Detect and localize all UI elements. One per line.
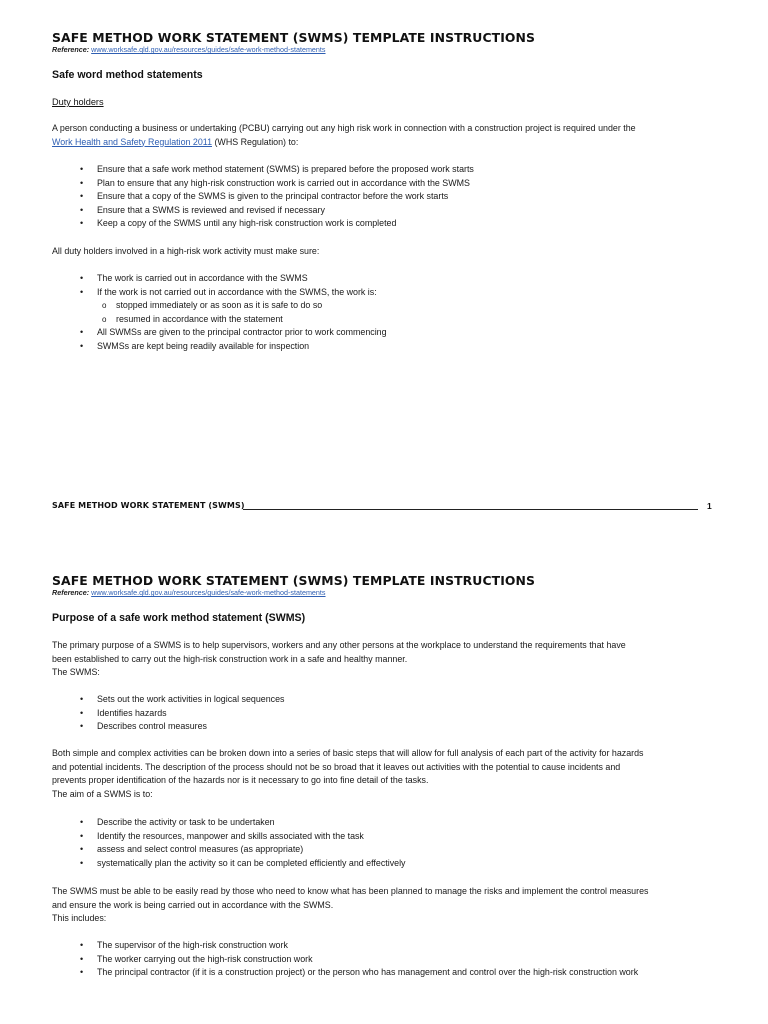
swms-functions-list xyxy=(80,693,284,734)
list-item: • If the work is not carried out in accordance with the SWMS, the work is: xyxy=(80,286,387,300)
reference-line xyxy=(52,45,326,54)
bullet-marker: • xyxy=(80,857,84,868)
list-item: • Ensure that a SWMS is reviewed and revised if necessary xyxy=(80,204,474,218)
duty-holders-paragraph: All duty holders involved in a high-risk work activity must make sure: xyxy=(52,246,320,256)
section-heading-safe-word-method: Safe word method statements xyxy=(52,69,203,81)
bullet-marker: • xyxy=(80,817,84,827)
list-item: • Identify the resources, manpower and skills associated with the task xyxy=(80,830,405,844)
pcbu-intro-text: A person conducting a business or undertaking (PCBU) carrying out any high risk work in connection with a construction project is required under the xyxy=(52,123,636,133)
bullet-marker: • xyxy=(80,694,84,704)
list-item: • Keep a copy of the SWMS until any high-risk construction work is completed xyxy=(80,217,474,231)
list-item: • The worker carrying out the high-risk construction work xyxy=(80,953,638,967)
bullet-marker: • xyxy=(80,721,84,732)
sub-bullet-marker: o xyxy=(102,301,107,311)
section-heading-purpose: Purpose of a safe work method statement (SWMS) xyxy=(52,612,306,624)
pcbu-obligations-list xyxy=(80,163,474,231)
reference-line xyxy=(52,588,326,597)
bullet-marker: • xyxy=(80,327,84,338)
bullet-marker: • xyxy=(80,340,84,351)
bullet-marker: • xyxy=(80,273,84,283)
bullet-marker: • xyxy=(80,286,84,297)
list-item: • The principal contractor (if it is a construction project) or the person who has management and control over the high-risk construction work xyxy=(80,966,638,980)
footer-rule xyxy=(243,509,698,510)
list-item: • The supervisor of the high-risk construction work xyxy=(80,939,638,953)
list-item: • assess and select control measures (as appropriate) xyxy=(80,843,405,857)
sub-list-item: o stopped immediately or as soon as it is safe to do so xyxy=(80,299,387,313)
whs-regulation-link[interactable]: Work Health and Safety Regulation 2011 xyxy=(52,136,213,147)
activities-paragraph: Both simple and complex activities can be broken down into a series of basic steps that will allow for full analysis of each part of the activity for hazards and potential incidents. The description of the process should not be so broad that it leaves out activities with the potential to cause incidents and prevents proper identification of the hazards nor is it necessary to go into fine detail of the tasks. The aim of a SWMS is to: xyxy=(52,748,644,799)
swms-readers-list xyxy=(80,939,638,980)
purpose-paragraph: The primary purpose of a SWMS is to help supervisors, workers and any other persons at the workplace to understand the requirements that have been established to carry out the high-risk construction work in a safe and healthy manner. The SWMS: xyxy=(52,640,626,677)
swms-aims-list xyxy=(80,816,405,870)
list-item: • SWMSs are kept being readily available for inspection xyxy=(80,340,387,354)
reference-link[interactable]: www.worksafe.qld.gov.au/resources/guides/safe-work-method-statements xyxy=(91,45,326,54)
reference-link[interactable]: www.worksafe.qld.gov.au/resources/guides/safe-work-method-statements xyxy=(91,588,326,597)
list-item: • Plan to ensure that any high-risk construction work is carried out in accordance with the SWMS xyxy=(80,177,474,191)
list-item: • Ensure that a safe work method statement (SWMS) is prepared before the proposed work starts xyxy=(80,163,474,177)
page-footer xyxy=(52,499,714,515)
pcbu-intro-paragraph xyxy=(52,122,722,149)
bullet-marker: • xyxy=(80,953,84,964)
subheading-duty-holders: Duty holders xyxy=(52,97,104,107)
list-item: • Describe the activity or task to be undertaken xyxy=(80,816,405,830)
sub-list-item: o resumed in accordance with the statement xyxy=(80,313,387,327)
list-item: • The work is carried out in accordance with the SWMS xyxy=(80,272,387,286)
footer-label: SAFE METHOD WORK STATEMENT (SWMS) xyxy=(52,501,245,510)
bullet-marker: • xyxy=(80,204,84,215)
list-item: • Sets out the work activities in logical sequences xyxy=(80,693,284,707)
sub-bullet-marker: o xyxy=(102,314,107,324)
bullet-marker: • xyxy=(80,191,84,202)
page-number: 1 xyxy=(707,501,712,511)
document-title: SAFE METHOD WORK STATEMENT (SWMS) TEMPLATE INSTRUCTIONS xyxy=(52,573,536,588)
list-item: • systematically plan the activity so it can be completed efficiently and effectively xyxy=(80,857,405,871)
reference-label: Reference: xyxy=(52,45,90,54)
bullet-marker: • xyxy=(80,164,84,174)
bullet-marker: • xyxy=(80,940,84,950)
bullet-marker: • xyxy=(80,707,84,718)
document-page-2 xyxy=(0,540,768,1024)
document-title: SAFE METHOD WORK STATEMENT (SWMS) TEMPLATE INSTRUCTIONS xyxy=(52,30,536,45)
readability-paragraph: The SWMS must be able to be easily read by those who need to know what has been planned to manage the risks and implement the control measures and ensure the work is being carried out in accordance with the SWMS. This includes: xyxy=(52,886,649,923)
list-item: • Describes control measures xyxy=(80,720,284,734)
reference-label: Reference: xyxy=(52,588,90,597)
bullet-marker: • xyxy=(80,218,84,229)
bullet-marker: • xyxy=(80,967,84,978)
list-item: • All SWMSs are given to the principal contractor prior to work commencing xyxy=(80,326,387,340)
list-item: • Identifies hazards xyxy=(80,707,284,721)
duty-holders-list xyxy=(80,272,387,354)
bullet-marker: • xyxy=(80,844,84,855)
bullet-marker: • xyxy=(80,830,84,841)
pcbu-intro-after: (WHS Regulation) to: xyxy=(212,136,299,147)
bullet-marker: • xyxy=(80,177,84,188)
list-item: • Ensure that a copy of the SWMS is given to the principal contractor before the work starts xyxy=(80,190,474,204)
